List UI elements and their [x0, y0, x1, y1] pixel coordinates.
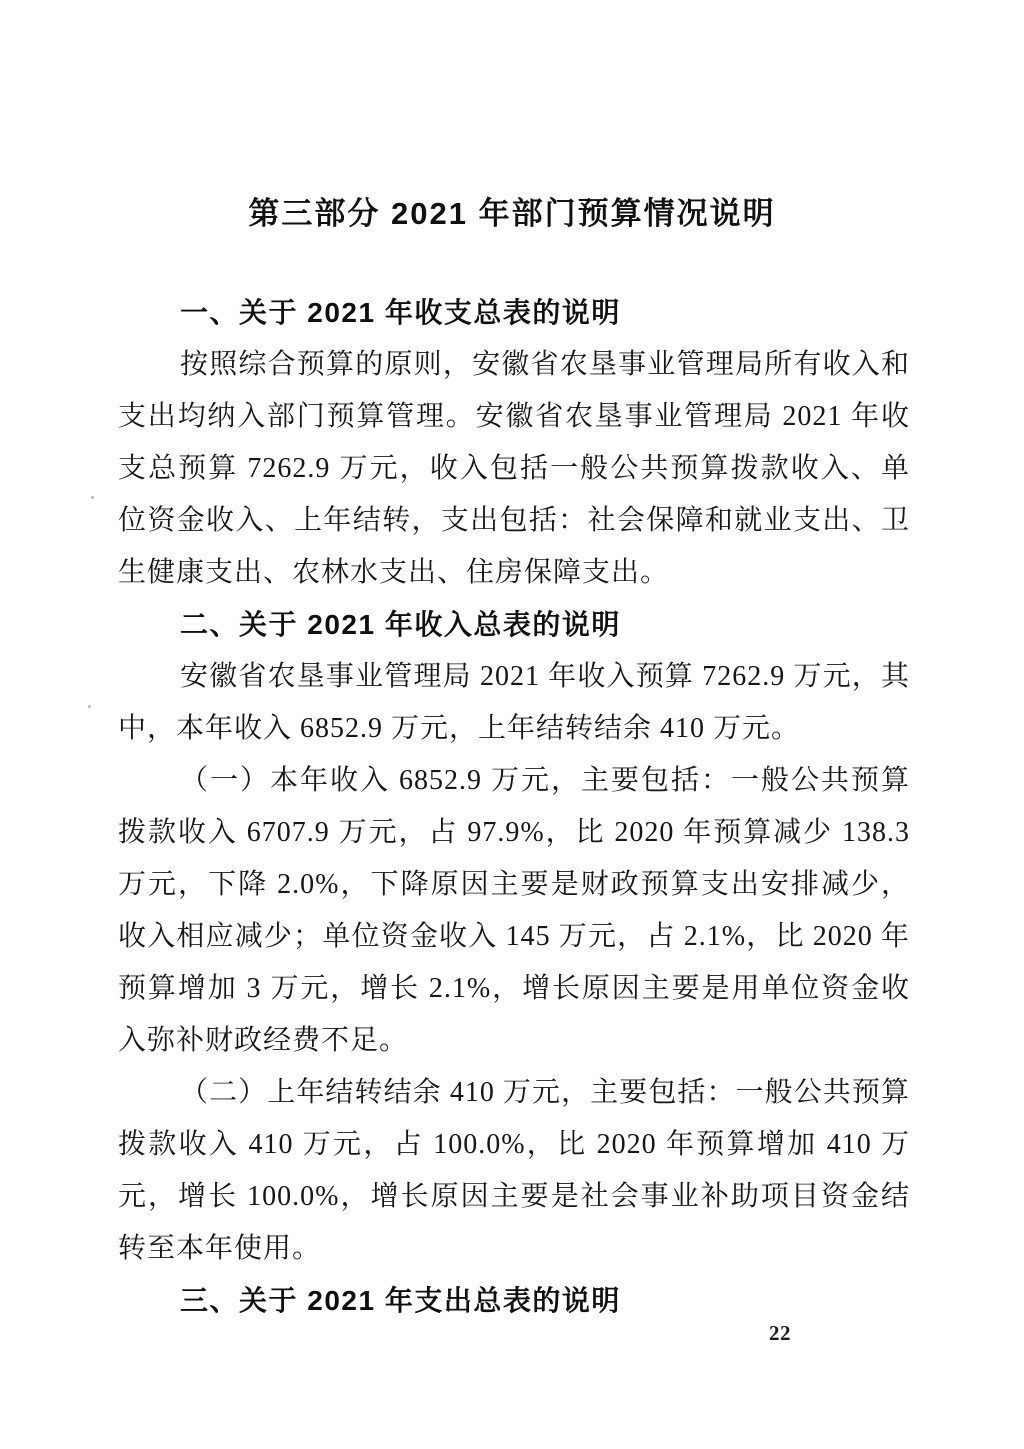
scan-speck	[88, 705, 91, 708]
paragraph-current-year-income: （一）本年收入 6852.9 万元，主要包括：一般公共预算拨款收入 6707.9 万元，占 97.9%，比 2020 年预算减少 138.3 万元，下降 2.0%，下降原因主要是财政预算支出安排减少，收入相应减少；单位资金收入 145 万元，占 2.1%，比 2020 年预算增加 3 万元，增长 2.1%，增长原因主要是用单位资金收入弥补财政经费不足。	[118, 765, 910, 1056]
document-body	[118, 287, 910, 1327]
page-title: 第三部分 2021 年部门预算情况说明	[248, 196, 776, 231]
paragraph-carryover-balance: （二）上年结转结余 410 万元，主要包括：一般公共预算拨款收入 410 万元，占 100.0%，比 2020 年预算增加 410 万元，增长 100.0%，增长原因主要是社会事业补助项目资金结转至本年使用。	[118, 1077, 910, 1264]
scan-speck	[91, 496, 94, 499]
section-heading-expenditure-summary: 三、关于 2021 年支出总表的说明	[180, 1285, 621, 1316]
paragraph-budget-overview: 按照综合预算的原则，安徽省农垦事业管理局所有收入和支出均纳入部门预算管理。安徽省农垦事业管理局 2021 年收支总预算 7262.9 万元，收入包括一般公共预算拨款收入、单位资金收入、上年结转，支出包括：社会保障和就业支出、卫生健康支出、农林水支出、住房保障支出。	[118, 349, 910, 588]
paragraph-income-total: 安徽省农垦事业管理局 2021 年收入预算 7262.9 万元，其中，本年收入 6852.9 万元，上年结转结余 410 万元。	[118, 661, 910, 744]
section-heading-income-expense-summary: 一、关于 2021 年收支总表的说明	[180, 297, 621, 328]
section-heading-income-summary: 二、关于 2021 年收入总表的说明	[180, 609, 621, 640]
page-number: 22	[769, 1321, 791, 1345]
